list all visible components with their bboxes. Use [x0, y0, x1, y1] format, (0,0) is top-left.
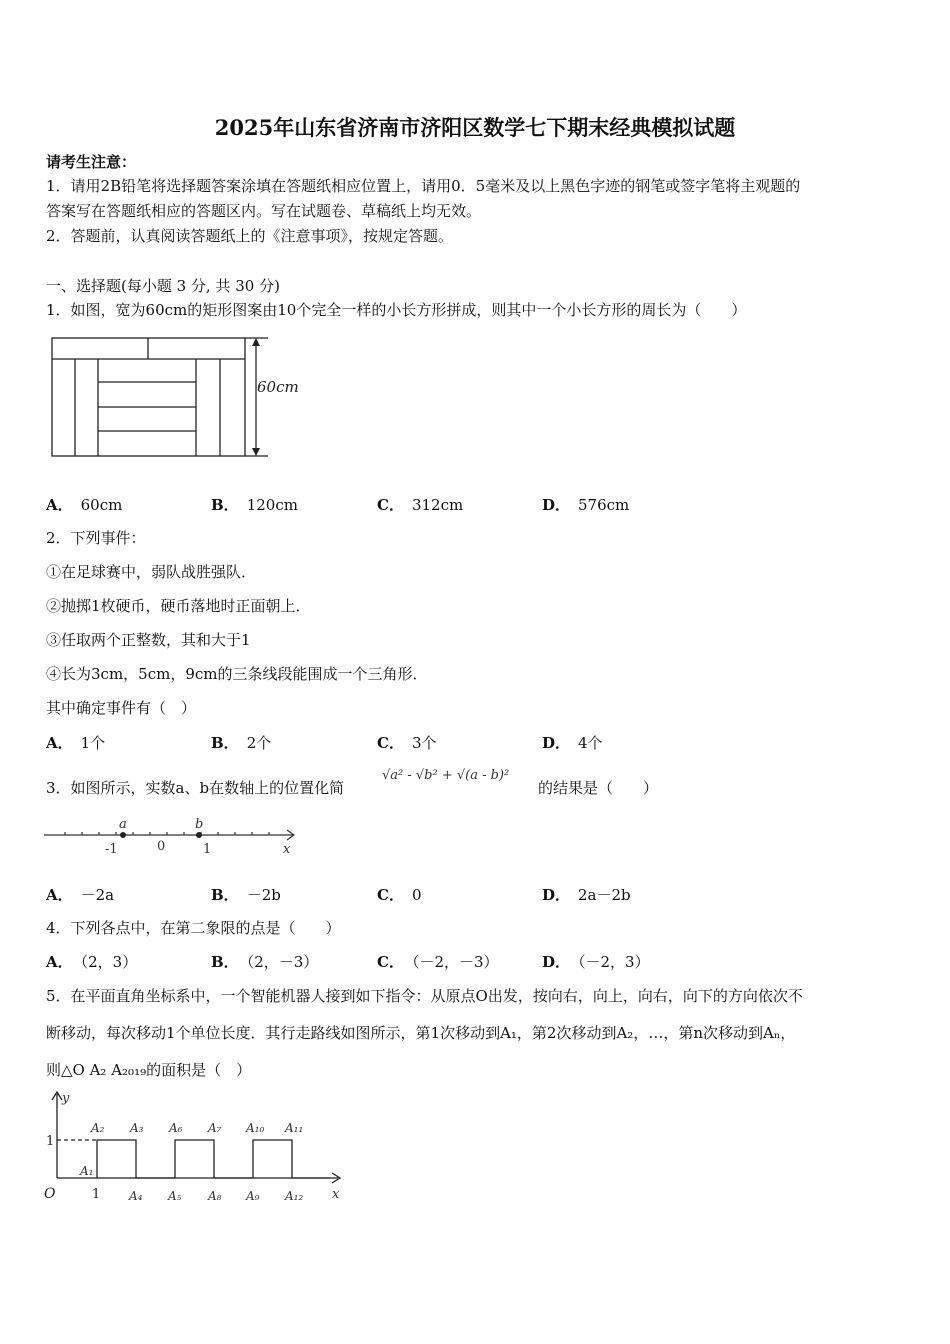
- q5-label-a7: A₇: [208, 1121, 222, 1135]
- q3-tick-1: 1: [203, 842, 212, 857]
- section-heading: 一、选择题(每小题 3 分, 共 30 分): [46, 277, 280, 295]
- q5-label-a9: A₉: [246, 1189, 260, 1203]
- page-title: 2025年山东省济南市济阳区数学七下期末经典模拟试题: [214, 115, 736, 140]
- q3-point-b-label: b: [195, 817, 204, 832]
- q3-option-d: D． 2a－2b: [542, 886, 631, 904]
- q2-option-b: B． 2个: [211, 734, 272, 752]
- q1-figure-label: 60cm: [257, 378, 299, 396]
- q3-formula: √a² - √b² + √(a - b)²: [382, 768, 510, 783]
- q5-x-tick-1: 1: [92, 1187, 101, 1202]
- q1-option-d: D． 576cm: [542, 496, 630, 514]
- q2-stem: 2．下列事件：: [46, 529, 146, 547]
- q5-graph: [40, 1088, 360, 1208]
- q5-origin-label: O: [44, 1186, 56, 1202]
- q5-label-a1: A₁: [80, 1164, 94, 1178]
- q5-label-a2: A₂: [91, 1121, 105, 1135]
- q5-label-a3: A₃: [130, 1121, 144, 1135]
- q3-tick-0: 0: [157, 839, 166, 854]
- q3-tick-neg1: -1: [105, 842, 118, 857]
- q5-y-tick-1: 1: [46, 1134, 55, 1149]
- q5-label-a4: A₄: [129, 1189, 143, 1203]
- q4-option-c: C． （－2，－3）: [377, 953, 499, 971]
- q5-line-2: 断移动，每次移动1个单位长度．其行走路线如图所示，第1次移动到A₁，第2次移动到A₂，…，第n次移动到Aₙ，: [46, 1024, 796, 1042]
- q2-question: 其中确定事件有（ ）: [46, 699, 197, 717]
- notice-line-3: 2．答题前，认真阅读答题纸上的《注意事项》，按规定答题。: [46, 227, 454, 245]
- notice-line-1: 1．请用2B铅笔将选择题答案涂填在答题纸相应位置上，请用0．5毫米及以上黑色字迹的钢笔或签字笔将主观题的: [46, 177, 801, 195]
- q2-event-3: ③任取两个正整数，其和大于1: [46, 631, 251, 649]
- q1-option-c: C． 312cm: [377, 496, 464, 514]
- q1-stem: 1．如图，宽为60cm的矩形图案由10个完全一样的小长方形拼成，则其中一个小长方形的周长为（ ）: [46, 301, 747, 319]
- q4-stem: 4．下列各点中，在第二象限的点是（ ）: [46, 919, 341, 937]
- q4-option-d: D． （－2，3）: [542, 953, 650, 971]
- q3-stem-before: 3．如图所示，实数a、b在数轴上的位置化简: [46, 779, 345, 797]
- q2-option-d: D． 4个: [542, 734, 603, 752]
- notice-heading: 请考生注意：: [46, 153, 137, 171]
- q3-option-c: C． 0: [377, 886, 422, 904]
- q5-line-3: 则△O A₂ A₂₀₁₉的面积是（ ）: [46, 1061, 252, 1079]
- q2-event-4: ④长为3cm，5cm，9cm的三条线段能围成一个三角形．: [46, 665, 428, 683]
- q3-option-a: A． －2a: [46, 886, 115, 904]
- q2-option-a: A． 1个: [46, 734, 106, 752]
- q5-label-a8: A₈: [208, 1189, 222, 1203]
- q5-label-a5: A₅: [168, 1189, 182, 1203]
- q5-x-label: x: [332, 1187, 340, 1202]
- q3-number-line: [40, 812, 305, 860]
- q5-label-a6: A₆: [169, 1121, 183, 1135]
- q4-option-b: B． （2，－3）: [211, 953, 319, 971]
- q3-option-b: B． －2b: [211, 886, 281, 904]
- q4-option-a: A． （2，3）: [46, 953, 138, 971]
- q1-figure: [46, 330, 306, 465]
- q3-stem-after: 的结果是（ ）: [538, 779, 659, 797]
- q3-point-a-label: a: [119, 817, 127, 832]
- q1-option-b: B． 120cm: [211, 496, 298, 514]
- q3-axis-x-label: x: [283, 842, 291, 857]
- q1-option-a: A． 60cm: [46, 496, 123, 514]
- q2-option-c: C． 3个: [377, 734, 437, 752]
- q2-event-2: ②抛掷1枚硬币，硬币落地时正面朝上．: [46, 597, 311, 615]
- q5-label-a10: A₁₀: [246, 1121, 265, 1135]
- q5-y-label: y: [62, 1091, 70, 1106]
- notice-line-2: 答案写在答题纸相应的答题区内。写在试题卷、草稿纸上均无效。: [46, 202, 482, 220]
- q5-label-a12: A₁₂: [285, 1189, 304, 1203]
- q5-line-1: 5．在平面直角坐标系中，一个智能机器人接到如下指令：从原点O出发，按向右，向上，向右，向下的方向依次不: [46, 987, 803, 1005]
- q2-event-1: ①在足球赛中，弱队战胜强队．: [46, 563, 257, 581]
- q5-label-a11: A₁₁: [285, 1121, 304, 1135]
